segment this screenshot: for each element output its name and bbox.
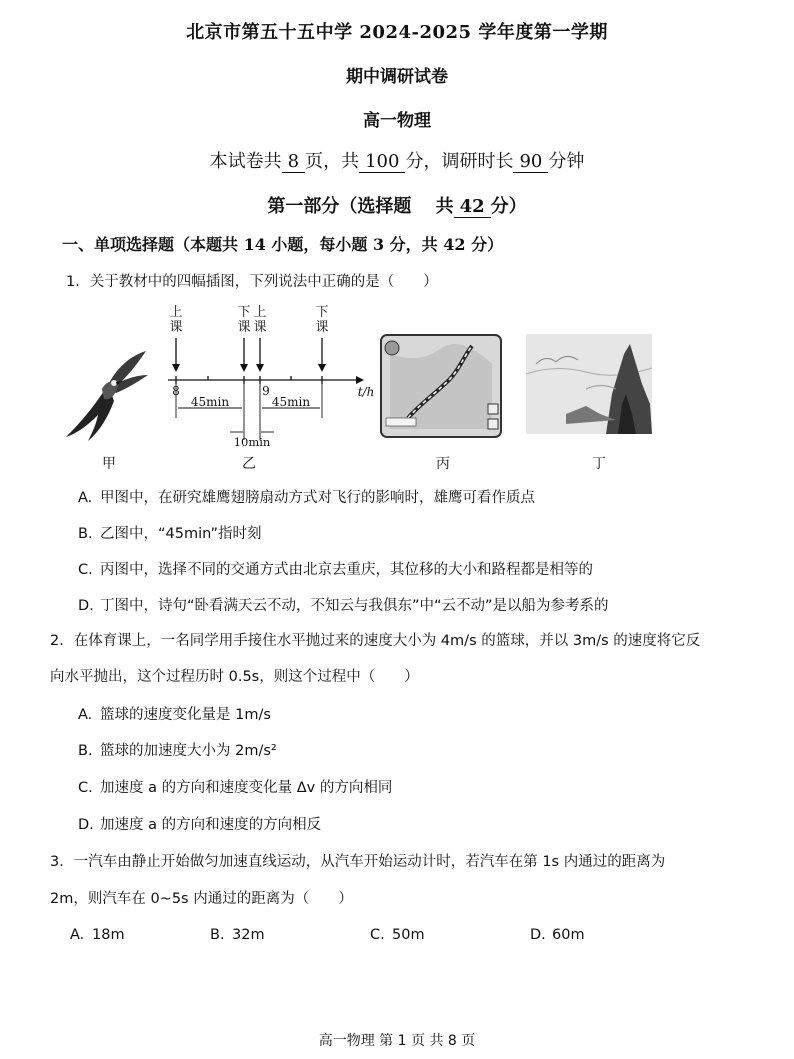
part1-title [0, 192, 794, 218]
q1-option-b-text: 乙图中，“45min”指时刻 [100, 526, 262, 542]
q2-option-c-letter: C. [78, 780, 93, 796]
q1-option-d[interactable] [78, 594, 609, 615]
q1-option-a-text: 甲图中，在研究雄鹰翅膀扇动方式对飞行的影响时，雄鹰可看作质点 [100, 490, 535, 506]
q3-option-c[interactable] [370, 927, 425, 943]
landscape-painting [526, 334, 652, 434]
info-prefix: 本试卷共 [209, 151, 282, 172]
tl-span2: 45min [271, 395, 311, 409]
q3-option-b-text: 32m [232, 927, 265, 943]
school-title: 北京市第五十五中学 2024-2025 学年度第一学期 [186, 22, 608, 43]
q2-stem-line2: 向水平抛出，这个过程历时 0.5s，则这个过程中（ ） [50, 669, 419, 685]
tl-label-1a: 上 [169, 305, 183, 320]
q2-option-b-letter: B. [78, 743, 93, 759]
q2-option-d-letter: D. [78, 817, 94, 833]
info-suffix: 分钟 [548, 151, 585, 172]
caption-yi: 乙 [242, 456, 256, 472]
q2-stem-line1: 2．在体育课上，一名同学用手接住水平抛过来的速度大小为 4m/s 的篮球，并以 3m/s 的速度将它反 [50, 633, 701, 649]
eagle-image [58, 345, 150, 445]
timeline-diagram [160, 300, 375, 450]
tl-tick-8: 8 [172, 384, 180, 398]
q1-option-b[interactable] [78, 522, 262, 543]
tl-label-1b: 课 [169, 320, 183, 335]
q3-option-d[interactable] [530, 927, 585, 943]
info-mid2: 分，调研时长 [405, 151, 514, 172]
q2-option-b-text: 篮球的加速度大小为 2m/s² [100, 743, 277, 759]
q1-stem: 1．关于教材中的四幅插图，下列说法中正确的是（ ） [66, 274, 438, 290]
tl-label-4a: 下 [315, 305, 329, 320]
q3-stem-line2: 2m，则汽车在 0~5s 内通过的距离为（ ） [50, 891, 353, 907]
q3-option-b[interactable] [210, 927, 265, 943]
q1-option-a-letter: A. [78, 490, 93, 506]
q3-option-b-letter: B. [210, 927, 225, 943]
q1-option-a[interactable] [78, 486, 535, 507]
part1-prefix: 第一部分（选择题 共 [267, 196, 454, 217]
part1-suffix: 分） [490, 196, 527, 217]
q3-option-d-letter: D. [530, 927, 546, 943]
page-footer: 高一物理 第 1 页 共 8 页 [318, 1033, 476, 1049]
caption-ding: 丁 [592, 456, 606, 472]
q3-stem-line1: 3．一汽车由静止开始做匀加速直线运动，从汽车开始运动计时，若汽车在第 1s 内通过的距离为 [50, 854, 666, 870]
tl-label-3a: 上 [253, 305, 267, 320]
tl-label-3b: 课 [253, 320, 267, 335]
q1-option-d-letter: D. [78, 598, 94, 614]
caption-bing: 丙 [436, 456, 450, 472]
q2-option-a-letter: A. [78, 707, 93, 723]
section1-title: 一、单项选择题（本题共 14 小题，每小题 3 分，共 42 分） [62, 235, 504, 254]
part1-points: 42 [454, 197, 491, 218]
tl-label-2b: 课 [237, 320, 251, 335]
tl-gap: 10min [233, 435, 271, 449]
page-count: 8 [282, 152, 305, 173]
total-score: 100 [359, 152, 405, 173]
duration: 90 [513, 152, 548, 173]
tl-axis-unit: t/h [357, 385, 375, 399]
q3-option-a-letter: A. [70, 927, 85, 943]
q3-option-a[interactable] [70, 927, 125, 943]
q2-option-d[interactable] [78, 813, 321, 834]
q3-option-d-text: 60m [552, 927, 585, 943]
exam-info [0, 147, 794, 173]
tl-tick-9: 9 [262, 384, 270, 398]
q2-option-b[interactable] [78, 739, 277, 760]
q1-option-d-text: 丁图中，诗句“卧看满天云不动，不知云与我俱东”中“云不动”是以船为参考系的 [100, 598, 609, 614]
tl-label-2a: 下 [237, 305, 251, 320]
q3-option-c-text: 50m [392, 927, 425, 943]
q2-option-c[interactable] [78, 776, 392, 797]
tl-span1: 45min [190, 395, 230, 409]
tl-label-4b: 课 [315, 320, 329, 335]
subject-title: 高一物理 [363, 111, 431, 131]
q1-option-c-letter: C. [78, 562, 93, 578]
q1-option-c[interactable] [78, 558, 593, 579]
map-image [380, 334, 502, 438]
q3-option-c-letter: C. [370, 927, 385, 943]
q1-option-b-letter: B. [78, 526, 93, 542]
caption-jia: 甲 [102, 456, 116, 472]
q2-option-c-text: 加速度 a 的方向和速度变化量 Δv 的方向相同 [100, 780, 393, 796]
exam-title: 期中调研试卷 [346, 67, 448, 87]
q3-option-a-text: 18m [92, 927, 125, 943]
info-mid1: 页，共 [305, 151, 360, 172]
q2-option-a[interactable] [78, 703, 271, 724]
q2-option-d-text: 加速度 a 的方向和速度的方向相反 [100, 817, 322, 833]
q1-option-c-text: 丙图中，选择不同的交通方式由北京去重庆，其位移的大小和路程都是相等的 [100, 562, 593, 578]
q2-option-a-text: 篮球的速度变化量是 1m/s [100, 707, 271, 723]
